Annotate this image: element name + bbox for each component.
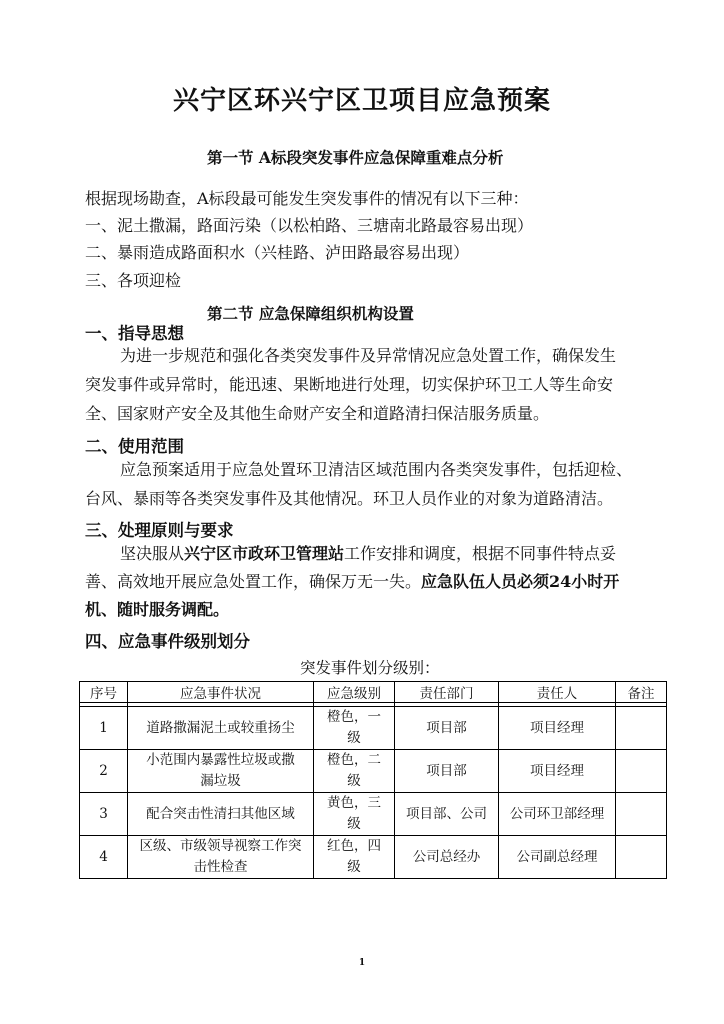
text: 工作安排和调度，根据不同事件特点妥 (344, 544, 617, 563)
cell-note (616, 793, 667, 836)
section2-heading: 第二节 应急保障组织机构设置 (207, 304, 414, 323)
page-number: 1 (358, 958, 366, 968)
table-row (80, 793, 667, 836)
table-caption: 突发事件划分级别： (300, 659, 440, 677)
paragraph-line (120, 546, 616, 562)
column-header: 序号 (80, 682, 128, 703)
cell-note (616, 750, 667, 793)
paragraph-line: 应急预案适用于应急处置环卫清洁区域范围内各类突发事件，包括迎检、 (120, 460, 633, 479)
heading-scope: 二、使用范围 (85, 437, 184, 456)
paragraph-line (85, 574, 619, 590)
table-row (80, 836, 667, 879)
section1-heading: 第一节 A标段突发事件应急保障重难点分析 (207, 148, 504, 167)
event-level-table (79, 681, 667, 879)
emphasis-text: 兴宁区市政环卫管理站 (184, 544, 345, 563)
column-header: 责任部门 (395, 682, 499, 703)
cell-dept: 项目部 (395, 707, 499, 750)
section1-item-3: 三、各项迎检 (85, 271, 182, 290)
cell-event: 区级、市级领导视察工作突 击性检查 (128, 836, 314, 879)
column-header: 责任人 (499, 682, 616, 703)
emphasis-text: 应急队伍人员必须24小时开 (421, 572, 620, 591)
cell-person: 公司副总经理 (499, 836, 616, 879)
section1-intro: 根据现场勘查，A标段最可能发生突发事件的情况有以下三种： (85, 189, 529, 208)
document-title: 兴宁区环兴宁区卫项目应急预案 (172, 86, 551, 116)
column-header: 应急级别 (314, 682, 395, 703)
cell-note (616, 707, 667, 750)
table-row (80, 750, 667, 793)
cell-note (616, 836, 667, 879)
cell-dept: 项目部、公司 (395, 793, 499, 836)
text: 善、高效地开展应急处置工作，确保万无一失。 (85, 572, 422, 591)
section1-item-2: 二、暴雨造成路面积水（兴桂路、泸田路最容易出现） (85, 243, 470, 262)
cell-event: 道路撒漏泥土或较重扬尘 (128, 707, 314, 750)
cell-event: 配合突击性清扫其他区域 (128, 793, 314, 836)
paragraph-line: 台风、暴雨等各类突发事件及其他情况。环卫人员作业的对象为道路清洁。 (85, 489, 614, 508)
cell-dept: 公司总经办 (395, 836, 499, 879)
cell-level: 黄色，三 级 (314, 793, 395, 836)
paragraph-line: 突发事件或异常时，能迅速、果断地进行处理，切实保护环卫工人等生命安 (85, 375, 614, 394)
cell-person: 项目经理 (499, 750, 616, 793)
cell-level: 红色，四 级 (314, 836, 395, 879)
paragraph-line: 全、国家财产安全及其他生命财产安全和道路清扫保洁服务质量。 (85, 404, 550, 423)
column-header: 应急事件状况 (128, 682, 314, 703)
cell-level: 橙色，二 级 (314, 750, 395, 793)
cell-no: 3 (80, 793, 128, 836)
cell-dept: 项目部 (395, 750, 499, 793)
heading-principles: 三、处理原则与要求 (85, 521, 234, 540)
cell-level: 橙色，一 级 (314, 707, 395, 750)
column-header: 备注 (616, 682, 667, 703)
table-row (80, 707, 667, 750)
section1-item-1: 一、泥土撒漏，路面污染（以松柏路、三塘南北路最容易出现） (85, 216, 534, 235)
cell-no: 1 (80, 707, 128, 750)
cell-event: 小范围内暴露性垃圾或撒 漏垃圾 (128, 750, 314, 793)
cell-no: 4 (80, 836, 128, 879)
cell-person: 项目经理 (499, 707, 616, 750)
heading-levels: 四、应急事件级别划分 (85, 632, 250, 651)
text: 坚决服从 (120, 544, 185, 563)
emphasis-line: 机、随时服务调配。 (85, 600, 230, 619)
cell-person: 公司环卫部经理 (499, 793, 616, 836)
table-header-row (80, 682, 667, 703)
paragraph-line: 为进一步规范和强化各类突发事件及异常情况应急处置工作，确保发生 (120, 346, 617, 365)
heading-guiding-thought: 一、指导思想 (85, 324, 184, 343)
cell-no: 2 (80, 750, 128, 793)
